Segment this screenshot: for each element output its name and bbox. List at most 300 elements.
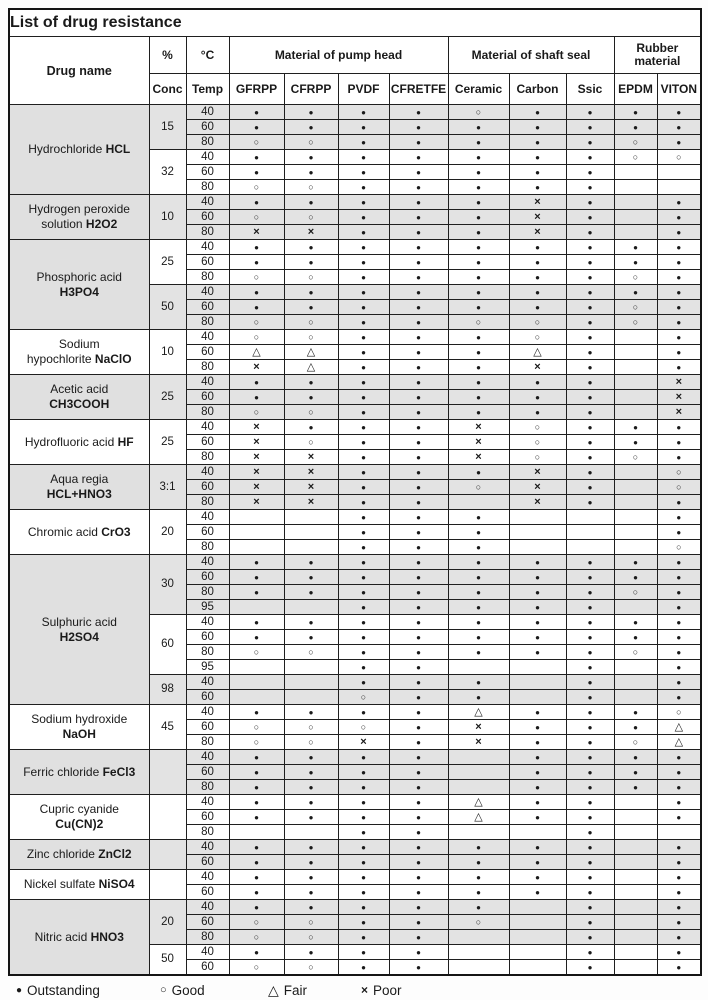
rating-cell [448, 630, 509, 645]
rating-cell [338, 525, 389, 540]
rating-cell [284, 240, 338, 255]
outstanding-icon: ● [633, 632, 638, 642]
outstanding-icon: ● [676, 917, 682, 927]
temp-cell: 60 [186, 690, 229, 705]
outstanding-icon: ● [308, 857, 314, 867]
outstanding-icon: ● [587, 137, 593, 147]
outstanding-icon: ● [308, 422, 314, 432]
temp-cell: 60 [186, 765, 229, 780]
conc-cell [149, 840, 186, 870]
outstanding-icon: ● [676, 677, 682, 687]
rating-cell [229, 315, 284, 330]
rating-cell [448, 795, 509, 810]
outstanding-icon: ● [361, 962, 366, 972]
col-header-conc: Conc [149, 74, 186, 105]
outstanding-icon: ● [361, 467, 366, 477]
outstanding-icon: ● [308, 287, 314, 297]
outstanding-icon: ● [535, 257, 540, 267]
rating-cell [657, 690, 701, 705]
outstanding-icon: ● [16, 984, 23, 996]
conc-cell: 20 [149, 510, 186, 555]
rating-cell [229, 780, 284, 795]
temp-cell: 80 [186, 450, 229, 465]
rating-cell [389, 135, 448, 150]
outstanding-icon: ● [633, 107, 638, 117]
temp-cell: 60 [186, 165, 229, 180]
rating-cell [284, 930, 338, 945]
outstanding-icon: ● [416, 332, 421, 342]
good-icon: ○ [632, 646, 639, 657]
outstanding-icon: ● [676, 347, 682, 357]
temp-cell: 40 [186, 840, 229, 855]
temp-cell: 40 [186, 420, 229, 435]
rating-cell [657, 450, 701, 465]
table-row [9, 705, 701, 720]
rating-cell [284, 510, 338, 525]
drug-name-cell: Hydrogen peroxide solution H2O2 [9, 195, 149, 240]
rating-cell [389, 495, 448, 510]
outstanding-icon: ● [676, 227, 682, 237]
rating-cell [566, 180, 614, 195]
outstanding-icon: ● [254, 797, 259, 807]
rating-cell [657, 435, 701, 450]
outstanding-icon: ● [587, 467, 593, 477]
outstanding-icon: ● [416, 722, 421, 732]
outstanding-icon: ● [476, 632, 481, 642]
outstanding-icon: ● [361, 452, 366, 462]
rating-cell [509, 705, 566, 720]
outstanding-icon: ● [361, 932, 366, 942]
rating-cell [509, 900, 566, 915]
poor-icon: × [253, 435, 260, 448]
outstanding-icon: ● [676, 617, 682, 627]
outstanding-icon: ● [416, 107, 421, 117]
outstanding-icon: ● [361, 377, 366, 387]
outstanding-icon: ● [633, 617, 638, 627]
rating-cell [614, 210, 657, 225]
outstanding-icon: ● [416, 797, 421, 807]
col-header-cfretfe: CFRETFE [389, 74, 448, 105]
rating-cell [509, 930, 566, 945]
rating-cell [657, 780, 701, 795]
outstanding-icon: ● [535, 122, 540, 132]
rating-cell [338, 390, 389, 405]
rating-cell [448, 360, 509, 375]
poor-icon: × [307, 465, 315, 478]
outstanding-icon: ● [476, 527, 481, 537]
rating-cell [566, 120, 614, 135]
rating-cell [389, 150, 448, 165]
outstanding-icon: ● [416, 557, 421, 567]
rating-cell [448, 960, 509, 976]
good-icon: ○ [308, 136, 314, 147]
outstanding-icon: ● [587, 197, 593, 207]
outstanding-icon: ● [416, 497, 421, 507]
outstanding-icon: ● [361, 572, 366, 582]
outstanding-icon: ● [587, 572, 593, 582]
outstanding-icon: ● [361, 947, 366, 957]
rating-cell [284, 420, 338, 435]
rating-cell [566, 735, 614, 750]
legend-label: Outstanding [27, 982, 100, 998]
outstanding-icon: ● [416, 512, 421, 522]
table-row [9, 330, 701, 345]
rating-cell [509, 645, 566, 660]
outstanding-icon: ● [308, 947, 314, 957]
rating-cell [509, 120, 566, 135]
outstanding-icon: ● [476, 197, 481, 207]
outstanding-icon: ● [416, 587, 421, 597]
temp-cell: 60 [186, 630, 229, 645]
rating-cell [448, 765, 509, 780]
outstanding-icon: ● [587, 152, 593, 162]
good-icon: ○ [632, 736, 639, 747]
conc-cell: 45 [149, 705, 186, 750]
good-icon: ○ [253, 331, 260, 342]
good-icon: ○ [360, 691, 367, 702]
fair-icon: △ [474, 810, 483, 823]
outstanding-icon: ● [633, 572, 638, 582]
rating-cell [229, 495, 284, 510]
conc-cell: 32 [149, 150, 186, 195]
rating-cell [448, 915, 509, 930]
rating-cell [284, 630, 338, 645]
outstanding-icon: ● [535, 272, 540, 282]
table-row [9, 795, 701, 810]
rating-cell [389, 615, 448, 630]
rating-cell [614, 825, 657, 840]
outstanding-icon: ● [676, 272, 682, 282]
outstanding-icon: ● [416, 392, 421, 402]
outstanding-icon: ● [476, 512, 481, 522]
conc-cell: 60 [149, 615, 186, 675]
rating-cell [284, 315, 338, 330]
outstanding-icon: ● [476, 407, 481, 417]
outstanding-icon: ● [587, 752, 593, 762]
rating-cell [566, 615, 614, 630]
outstanding-icon: ● [416, 302, 421, 312]
rating-cell [448, 750, 509, 765]
rating-cell [448, 285, 509, 300]
drug-name-cell: Acetic acid CH3COOH [9, 375, 149, 420]
rating-cell [229, 105, 284, 120]
fair-icon: △ [268, 981, 279, 998]
rating-cell [566, 405, 614, 420]
rating-cell [229, 525, 284, 540]
outstanding-icon: ● [361, 782, 366, 792]
rating-cell [657, 870, 701, 885]
outstanding-icon: ● [676, 497, 682, 507]
rating-cell [338, 960, 389, 976]
rating-cell [657, 330, 701, 345]
rating-cell [566, 300, 614, 315]
rating-cell [509, 180, 566, 195]
outstanding-icon: ● [535, 767, 540, 777]
outstanding-icon: ● [416, 542, 421, 552]
outstanding-icon: ● [587, 707, 593, 717]
rating-cell [566, 150, 614, 165]
rating-cell [566, 435, 614, 450]
rating-cell [614, 150, 657, 165]
rating-cell [566, 495, 614, 510]
temp-cell: 60 [186, 855, 229, 870]
rating-cell [657, 540, 701, 555]
rating-cell [284, 270, 338, 285]
drug-name-cell: Cupric cyanide Cu(CN)2 [9, 795, 149, 840]
temp-cell: 95 [186, 600, 229, 615]
outstanding-icon: ● [587, 377, 593, 387]
outstanding-icon: ● [416, 317, 421, 327]
table-row [9, 510, 701, 525]
temp-cell: 40 [186, 285, 229, 300]
outstanding-icon: ● [587, 392, 593, 402]
rating-cell [338, 675, 389, 690]
outstanding-icon: ● [587, 857, 593, 867]
temp-cell: 95 [186, 660, 229, 675]
good-icon: ○ [308, 916, 314, 927]
temp-cell: 40 [186, 705, 229, 720]
rating-cell [448, 570, 509, 585]
outstanding-icon: ● [535, 182, 540, 192]
rating-cell [614, 465, 657, 480]
drug-name-cell: Sulphuric acid H2SO4 [9, 555, 149, 705]
rating-cell [509, 300, 566, 315]
rating-cell [448, 135, 509, 150]
rating-cell [229, 660, 284, 675]
outstanding-icon: ● [587, 887, 593, 897]
outstanding-icon: ● [535, 587, 540, 597]
outstanding-icon: ● [476, 392, 481, 402]
outstanding-icon: ● [587, 122, 593, 132]
outstanding-icon: ● [535, 617, 540, 627]
rating-cell [284, 255, 338, 270]
rating-cell [338, 630, 389, 645]
rating-cell [389, 180, 448, 195]
rating-cell [657, 645, 701, 660]
outstanding-icon: ● [361, 617, 366, 627]
rating-cell [338, 165, 389, 180]
outstanding-icon: ● [416, 827, 421, 837]
outstanding-icon: ● [254, 287, 259, 297]
rating-cell [614, 285, 657, 300]
rating-cell [448, 195, 509, 210]
rating-cell [448, 735, 509, 750]
col-header-cfrpp: CFRPP [284, 74, 338, 105]
outstanding-icon: ● [476, 872, 481, 882]
outstanding-icon: ● [676, 662, 682, 672]
rating-cell [657, 630, 701, 645]
temp-cell: 80 [186, 495, 229, 510]
temp-cell: 40 [186, 615, 229, 630]
temp-cell: 60 [186, 390, 229, 405]
rating-cell [614, 270, 657, 285]
outstanding-icon: ● [308, 782, 314, 792]
temp-cell: 60 [186, 345, 229, 360]
rating-cell [657, 405, 701, 420]
outstanding-icon: ● [676, 812, 682, 822]
rating-cell [389, 360, 448, 375]
rating-cell [614, 330, 657, 345]
outstanding-icon: ● [416, 602, 421, 612]
rating-cell [657, 960, 701, 976]
conc-cell: 10 [149, 330, 186, 375]
rating-cell [614, 810, 657, 825]
rating-cell [509, 945, 566, 960]
outstanding-icon: ● [587, 947, 593, 957]
rating-cell [229, 375, 284, 390]
rating-cell [657, 885, 701, 900]
outstanding-icon: ● [676, 587, 682, 597]
good-icon: ○ [308, 316, 314, 327]
rating-cell [509, 210, 566, 225]
rating-cell [657, 825, 701, 840]
rating-cell [614, 375, 657, 390]
outstanding-icon: ● [535, 872, 540, 882]
rating-cell [448, 375, 509, 390]
outstanding-icon: ● [416, 137, 421, 147]
rating-cell [338, 660, 389, 675]
rating-cell [566, 750, 614, 765]
outstanding-icon: ● [361, 347, 366, 357]
rating-cell [389, 675, 448, 690]
rating-cell [284, 675, 338, 690]
rating-cell [284, 750, 338, 765]
outstanding-icon: ● [361, 332, 366, 342]
outstanding-icon: ● [254, 587, 259, 597]
col-header-percent: % [149, 37, 186, 74]
outstanding-icon: ● [587, 677, 593, 687]
rating-cell [614, 960, 657, 976]
rating-cell [284, 720, 338, 735]
outstanding-icon: ● [308, 197, 314, 207]
drug-name-cell: Phosphoric acid H3PO4 [9, 240, 149, 330]
rating-cell [284, 540, 338, 555]
outstanding-icon: ● [416, 617, 421, 627]
rating-cell [509, 270, 566, 285]
outstanding-icon: ● [676, 752, 682, 762]
rating-cell [389, 585, 448, 600]
outstanding-icon: ● [535, 632, 540, 642]
rating-cell [448, 930, 509, 945]
rating-cell [448, 600, 509, 615]
outstanding-icon: ● [633, 287, 638, 297]
outstanding-icon: ● [416, 707, 421, 717]
outstanding-icon: ● [587, 587, 593, 597]
outstanding-icon: ● [535, 302, 540, 312]
outstanding-icon: ● [535, 647, 540, 657]
rating-cell [229, 840, 284, 855]
rating-cell [389, 525, 448, 540]
outstanding-icon: ● [308, 152, 314, 162]
rating-cell [566, 330, 614, 345]
outstanding-icon: ● [587, 362, 593, 372]
rating-cell [229, 285, 284, 300]
drug-name-cell: Chromic acid CrO3 [9, 510, 149, 555]
rating-cell [389, 405, 448, 420]
outstanding-icon: ● [587, 452, 593, 462]
rating-cell [389, 825, 448, 840]
drug-name-cell: Nitric acid HNO3 [9, 900, 149, 976]
rating-cell [229, 135, 284, 150]
fair-icon: △ [533, 345, 542, 358]
outstanding-icon: ● [361, 197, 366, 207]
outstanding-icon: ● [308, 377, 314, 387]
outstanding-icon: ● [633, 242, 638, 252]
poor-icon: × [534, 210, 541, 223]
rating-cell [338, 795, 389, 810]
outstanding-icon: ● [254, 302, 259, 312]
outstanding-icon: ● [254, 872, 259, 882]
outstanding-icon: ● [676, 857, 682, 867]
good-icon: ○ [632, 586, 639, 597]
good-icon: ○ [632, 301, 639, 312]
rating-cell [657, 195, 701, 210]
outstanding-icon: ● [416, 197, 421, 207]
good-icon: ○ [308, 436, 314, 447]
rating-cell [389, 240, 448, 255]
rating-cell [448, 540, 509, 555]
rating-cell [229, 915, 284, 930]
poor-icon: × [475, 420, 482, 433]
rating-cell [284, 780, 338, 795]
rating-cell [229, 480, 284, 495]
rating-cell [566, 285, 614, 300]
rating-cell [509, 660, 566, 675]
rating-cell [284, 795, 338, 810]
outstanding-icon: ● [535, 887, 540, 897]
rating-cell [448, 405, 509, 420]
rating-cell [566, 825, 614, 840]
good-icon: ○ [475, 106, 482, 117]
poor-icon: × [307, 480, 315, 493]
outstanding-icon: ● [476, 182, 481, 192]
rating-cell [566, 585, 614, 600]
rating-cell [509, 675, 566, 690]
outstanding-icon: ● [416, 632, 421, 642]
rating-cell [389, 390, 448, 405]
outstanding-icon: ● [587, 812, 593, 822]
conc-cell: 50 [149, 945, 186, 976]
rating-cell [566, 870, 614, 885]
rating-cell [389, 765, 448, 780]
conc-cell: 25 [149, 420, 186, 465]
outstanding-icon: ● [476, 287, 481, 297]
rating-cell [389, 225, 448, 240]
outstanding-icon: ● [308, 902, 314, 912]
rating-cell [448, 810, 509, 825]
rating-cell [338, 615, 389, 630]
outstanding-icon: ● [535, 707, 540, 717]
rating-cell [389, 420, 448, 435]
rating-cell [389, 795, 448, 810]
table-row [9, 555, 701, 570]
rating-cell [614, 660, 657, 675]
outstanding-icon: ● [254, 902, 259, 912]
rating-cell [657, 915, 701, 930]
conc-cell: 25 [149, 240, 186, 285]
outstanding-icon: ● [254, 392, 259, 402]
rating-cell [566, 720, 614, 735]
outstanding-icon: ● [308, 257, 314, 267]
rating-cell [338, 765, 389, 780]
outstanding-icon: ● [254, 197, 259, 207]
rating-cell [566, 360, 614, 375]
outstanding-icon: ● [308, 617, 314, 627]
rating-cell [389, 570, 448, 585]
outstanding-icon: ● [676, 647, 682, 657]
outstanding-icon: ● [476, 272, 481, 282]
col-header-pvdf: PVDF [338, 74, 389, 105]
